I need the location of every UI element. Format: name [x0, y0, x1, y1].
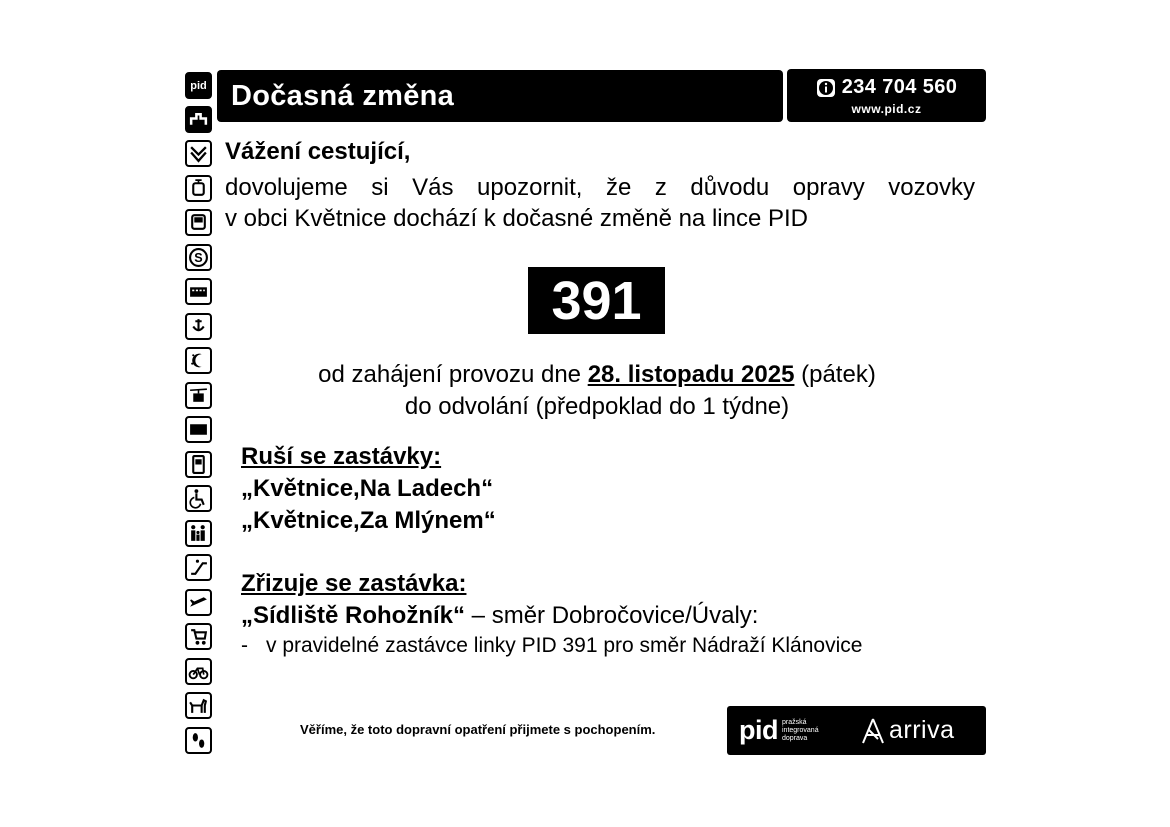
intro-line-2: v obci Květnice dochází k dočasné změně na lince PID [225, 205, 808, 232]
pid-icon: pid [185, 72, 212, 99]
tram-icon [185, 175, 212, 202]
header-bar [217, 70, 783, 122]
footsteps-icon [185, 727, 212, 754]
new-stop-name: „Sídliště Rohožník“ [241, 602, 466, 629]
logo-box [727, 706, 986, 755]
new-stop-note [241, 634, 862, 658]
info-icon [816, 78, 836, 98]
ferry-icon [185, 313, 212, 340]
new-stop-heading: Zřizuje se zastávka: [241, 570, 467, 597]
arriva-wordmark: arriva [889, 716, 955, 744]
cancelled-stop: „Květnice,Za Mlýnem“ [241, 507, 496, 534]
airport-icon [185, 589, 212, 616]
s-train-icon [185, 244, 212, 271]
ticket-icon [185, 416, 212, 443]
arriva-logo [860, 716, 955, 745]
note-text: v pravidelné zastávce linky PID 391 pro směr Nádraží Klánovice [266, 634, 863, 657]
escalator-icon [185, 554, 212, 581]
new-stop-direction: – směr Dobročovice/Úvaly: [465, 602, 759, 629]
validity-line-1 [217, 361, 977, 389]
intro-line-1: dovolujeme si Vás upozornit, že z důvodu opravy vozovky [225, 174, 975, 201]
cancelled-stops-heading: Ruší se zastávky: [241, 443, 442, 470]
family-icon [185, 520, 212, 547]
intro-text [225, 172, 975, 234]
stroller-icon [185, 623, 212, 650]
bus-icon [185, 209, 212, 236]
contact-box [787, 69, 986, 122]
night-line-icon [185, 347, 212, 374]
validity-date: 28. listopadu 2025 [587, 361, 795, 388]
bus-stop-icon [185, 106, 212, 133]
validity-line-2: do odvolání (předpoklad do 1 týdne) [404, 393, 790, 420]
footer-text: Věříme, že toto dopravní opatření přijmete s pochopením. [300, 722, 656, 737]
pid-logo: pid [739, 715, 778, 745]
new-stop [241, 602, 758, 630]
bicycle-icon [185, 658, 212, 685]
pid-subtitle: pražská integrovaná doprava [782, 718, 819, 742]
metro-icon [185, 140, 212, 167]
validity-prefix: od zahájení provozu dne [318, 361, 588, 388]
train-icon [185, 278, 212, 305]
cable-car-icon [185, 382, 212, 409]
dog-icon [185, 692, 212, 719]
page-title: Dočasná změna [231, 79, 455, 112]
phone-number: 234 704 560 [841, 76, 958, 98]
line-number-badge [528, 267, 665, 334]
cancelled-stop: „Květnice,Na Ladech“ [241, 475, 494, 502]
arriva-mark-icon [860, 717, 886, 745]
validity-suffix: (pátek) [794, 361, 876, 388]
ticket-machine-icon [185, 451, 212, 478]
greeting: Vážení cestující, [225, 138, 411, 165]
note-dash: - [241, 634, 248, 657]
line-number: 391 [551, 270, 642, 331]
website-link[interactable]: www.pid.cz [851, 102, 922, 116]
wheelchair-icon [185, 485, 212, 512]
svg-text:S: S [194, 251, 203, 266]
